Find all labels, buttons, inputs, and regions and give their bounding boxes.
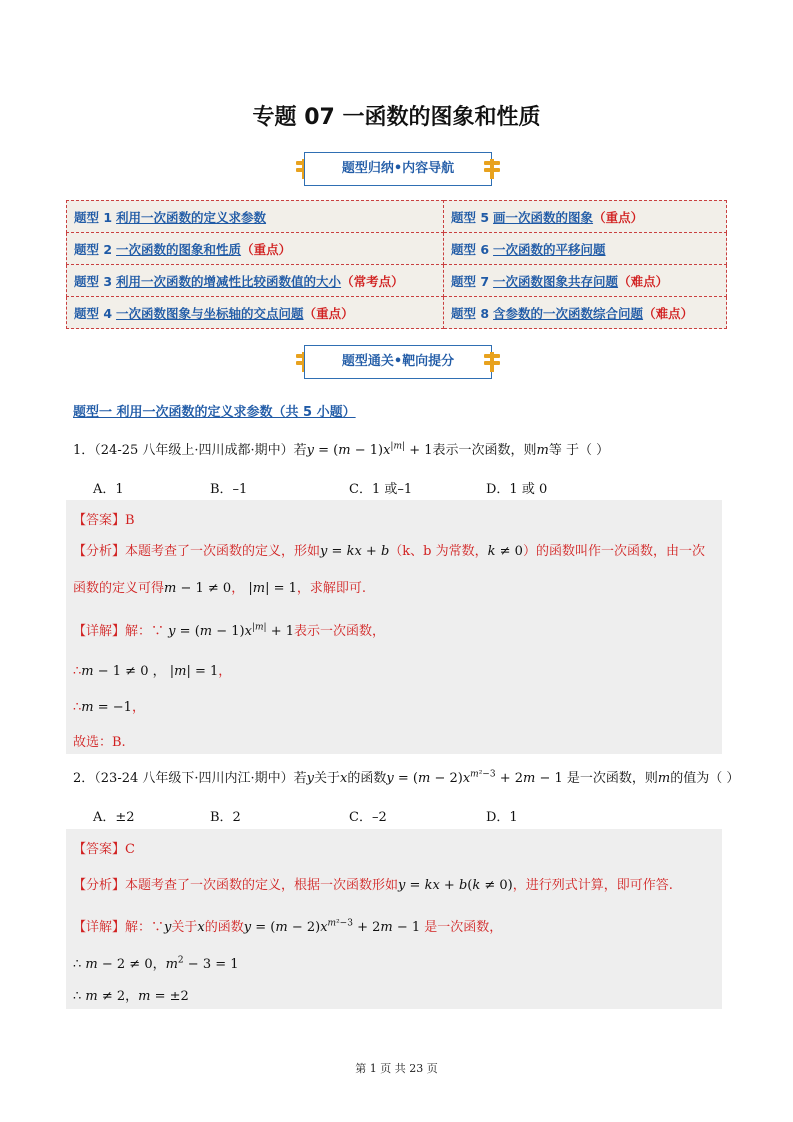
page-footer: 第 1 页 共 23 页 bbox=[355, 1062, 438, 1075]
practice-banner bbox=[0, 345, 793, 379]
analysis-1: 【分析】本题考查了一次函数的定义，形如y = kx + b（k、b 为常数，k ≠ 0）的函数叫作一次函数，由一次 bbox=[73, 544, 705, 559]
option-b[interactable]: B．2 bbox=[210, 810, 241, 825]
option-c[interactable]: C．–2 bbox=[349, 810, 387, 825]
page-title: 专题 07 一函数的图象和性质 bbox=[252, 105, 541, 130]
answer-value: B bbox=[125, 513, 135, 528]
nav-item-2[interactable]: 题型 2 一次函数的图象和性质（重点） bbox=[67, 233, 444, 265]
answer-value: C bbox=[125, 842, 135, 857]
answer-label: 【答案】 bbox=[73, 842, 126, 857]
decor-icon bbox=[484, 354, 500, 370]
detail-1: 【详解】解：∵ $y = (m - 1)x^{|m|} + 1$表示一次函数， bbox=[73, 622, 386, 639]
decor-icon bbox=[484, 161, 500, 177]
detail-1-step1: ∴m − 1 ≠ 0 ， |m| = 1， bbox=[73, 664, 232, 679]
option-a[interactable]: A．±2 bbox=[93, 810, 135, 825]
question-2-stem: 2．（23-24 八年级下·四川内江·期中）若y关于x的函数$y = (m - 2)x^{m^2-3} + 2m - 1$ 是一次函数，则m的值为（ ） bbox=[73, 769, 740, 786]
detail-2-step1: ∴ m − 2 ≠ 0，$m^2 - 3 = 1$ bbox=[73, 955, 239, 972]
detail-1-step2: ∴m = −1， bbox=[73, 700, 145, 715]
detail-2: 【详解】解：∵y关于x的函数$y = (m - 2)x^{m^2-3} + 2m - 1$ 是一次函数， bbox=[73, 918, 503, 935]
option-b[interactable]: B．–1 bbox=[210, 482, 248, 497]
option-c[interactable]: C．1 或–1 bbox=[349, 482, 413, 497]
answer-box-1 bbox=[66, 500, 722, 754]
answer-box-2 bbox=[66, 829, 722, 1009]
nav-item-8[interactable]: 题型 8 含参数的一次函数综合问题（难点） bbox=[444, 297, 727, 329]
practice-banner-label: 题型通关•靶向提分 bbox=[304, 345, 492, 379]
nav-item-6[interactable]: 题型 6 一次函数的平移问题 bbox=[444, 233, 727, 265]
detail-2-step2: ∴ m ≠ 2，m = ±2 bbox=[73, 989, 189, 1004]
option-d[interactable]: D．1 bbox=[486, 810, 518, 825]
nav-item-4[interactable]: 题型 4 一次函数图象与坐标轴的交点问题（重点） bbox=[67, 297, 444, 329]
nav-banner-label: 题型归纳•内容导航 bbox=[304, 152, 492, 186]
section-heading[interactable]: 题型一 利用一次函数的定义求参数（共 5 小题） bbox=[73, 405, 356, 420]
detail-1-choose: 故选：B. bbox=[73, 735, 126, 750]
option-a[interactable]: A．1 bbox=[93, 482, 124, 497]
option-d[interactable]: D．1 或 0 bbox=[486, 482, 548, 497]
answer-label: 【答案】 bbox=[73, 513, 126, 528]
analysis-2: 【分析】本题考查了一次函数的定义，根据一次函数形如y = kx + b(k ≠ 0)，进行列式计算，即可作答. bbox=[73, 878, 673, 893]
nav-banner bbox=[0, 152, 793, 186]
nav-item-5[interactable]: 题型 5 画一次函数的图象（重点） bbox=[444, 201, 727, 233]
topic-nav-table bbox=[66, 200, 727, 329]
nav-item-7[interactable]: 题型 7 一次函数图象共存问题（难点） bbox=[444, 265, 727, 297]
question-1-stem: 1．（24-25 八年级上·四川成都·期中）若$y = (m - 1)x^{|m|} + 1$表示一次函数，则m等 于（ ） bbox=[73, 441, 610, 458]
nav-item-3[interactable]: 题型 3 利用一次函数的增减性比较函数值的大小（常考点） bbox=[67, 265, 444, 297]
analysis-1-cont: 函数的定义可得m − 1 ≠ 0， |m| = 1，求解即可. bbox=[73, 581, 367, 596]
nav-item-1[interactable]: 题型 1 利用一次函数的定义求参数 bbox=[67, 201, 444, 233]
